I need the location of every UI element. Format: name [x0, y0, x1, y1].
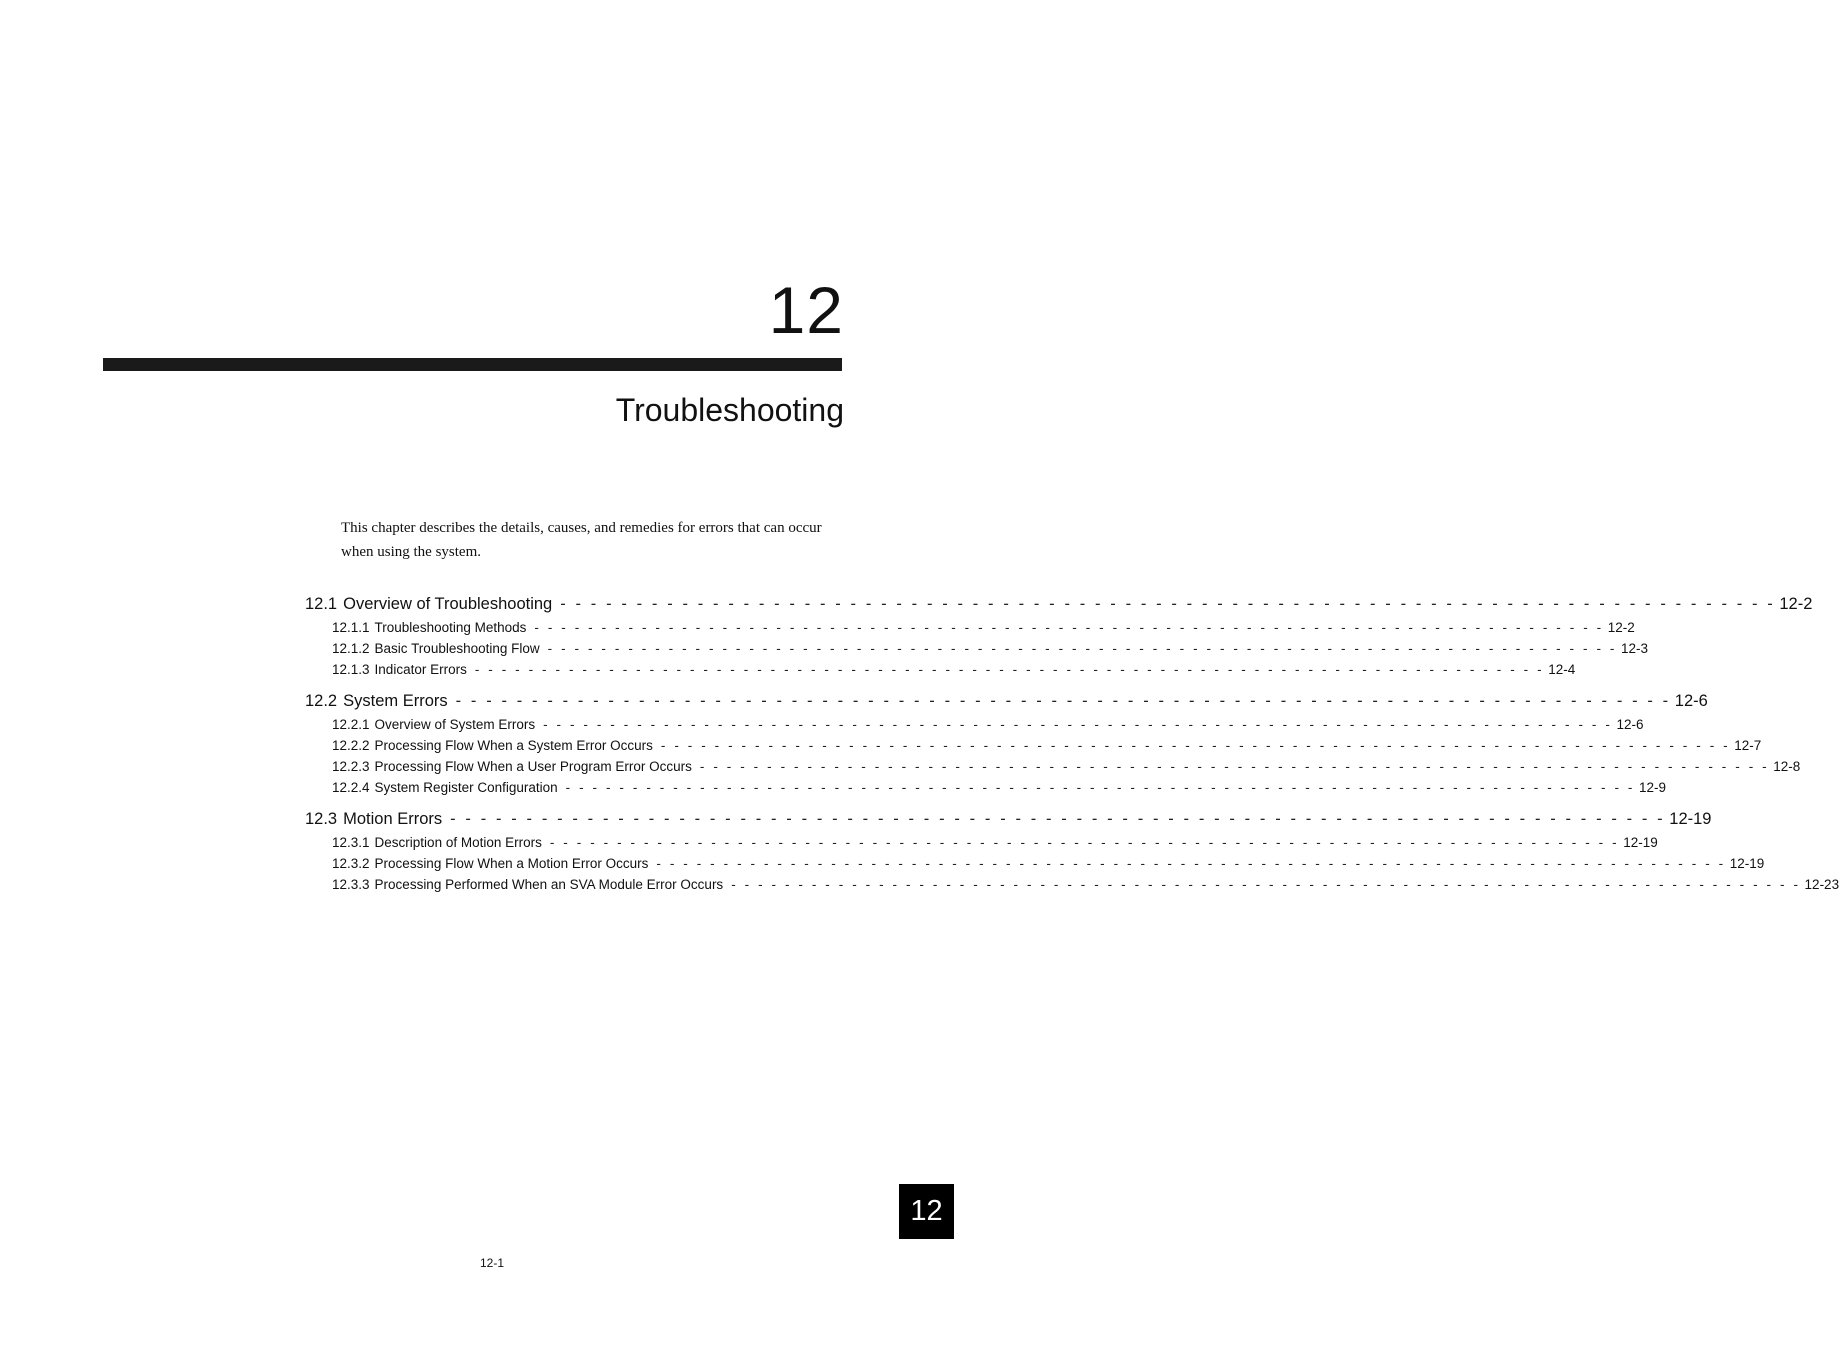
toc-entry-number: 12.2.1	[332, 717, 370, 732]
toc-entry-title: Indicator Errors	[374, 662, 467, 677]
chapter-title: Troubleshooting	[615, 392, 844, 428]
toc-dot-leader: - - - - - - - - - - - - - - - - - - - - - - - - - - - - - - - - - - - - - - - - - - - - - - - - - - - - - - - - - - - - - - - - - - - - - - - - - - - - - - - -	[474, 662, 1545, 677]
toc-entry-title: System Errors	[343, 692, 448, 710]
toc-entry-number: 12.2.4	[332, 780, 370, 795]
toc-entry-title: Motion Errors	[343, 810, 443, 828]
toc-dot-leader: - - - - - - - - - - - - - - - - - - - - - - - - - - - - - - - - - - - - - - - - - - - - - - - - - - - - - - - - - - - - - - - - - - - - - - - - - - - - - - - -	[547, 641, 1617, 656]
toc-entry-page: 12-8	[1773, 759, 1801, 774]
toc-entry-number: 12.3.2	[332, 856, 370, 871]
toc-dot-leader: - - - - - - - - - - - - - - - - - - - - - - - - - - - - - - - - - - - - - - - - - - - - - - - - - - - - - - - - - - - - - - - - - - - - - - - - - - - - - - - -	[534, 620, 1604, 635]
toc-entry-title: Processing Performed When an SVA Module Error Occurs	[374, 877, 724, 892]
toc-section-entry[interactable]	[305, 688, 1708, 714]
toc-section	[305, 688, 1801, 798]
toc-subsection-entry[interactable]	[305, 638, 1649, 659]
toc-subsection-entry[interactable]	[305, 756, 1801, 777]
toc-entry-number: 12.2.2	[332, 738, 370, 753]
toc-dot-leader: - - - - - - - - - - - - - - - - - - - - - - - - - - - - - - - - - - - - - - - - - - - - - - - - - - - - - - - - - - - - - - - - - - - - - - - - - - - - - - - -	[560, 595, 1776, 613]
toc-dot-leader: - - - - - - - - - - - - - - - - - - - - - - - - - - - - - - - - - - - - - - - - - - - - - - - - - - - - - - - - - - - - - - - - - - - - - - - - - - - - - - - -	[660, 738, 1731, 753]
toc-entry-page: 12-2	[1779, 595, 1813, 613]
toc-entry-number: 12.3.3	[332, 877, 370, 892]
toc-dot-leader: - - - - - - - - - - - - - - - - - - - - - - - - - - - - - - - - - - - - - - - - - - - - - - - - - - - - - - - - - - - - - - - - - - - - - - - - - - - - - - - -	[549, 835, 1620, 850]
table-of-contents	[305, 591, 1839, 903]
toc-subsection-entry[interactable]	[305, 617, 1635, 638]
toc-subsection-entry[interactable]	[305, 659, 1576, 680]
toc-entry-page: 12-2	[1607, 620, 1635, 635]
toc-entry-page: 12-9	[1639, 780, 1667, 795]
toc-entry-number: 12.2	[305, 692, 338, 710]
toc-section	[305, 591, 1813, 680]
toc-section-entry[interactable]	[305, 591, 1813, 617]
toc-entry-page: 12-6	[1616, 717, 1644, 732]
toc-entry-title: Troubleshooting Methods	[374, 620, 527, 635]
toc-dot-leader: - - - - - - - - - - - - - - - - - - - - - - - - - - - - - - - - - - - - - - - - - - - - - - - - - - - - - - - - - - - - - - - - - - - - - - - - - - - - - - - -	[543, 717, 1613, 732]
toc-entry-title: Processing Flow When a System Error Occurs	[374, 738, 653, 753]
toc-subsection-entry[interactable]	[305, 777, 1667, 798]
toc-subsection-entry[interactable]	[305, 735, 1762, 756]
toc-entry-page: 12-19	[1623, 835, 1658, 850]
toc-entry-page: 12-4	[1548, 662, 1576, 677]
toc-dot-leader: - - - - - - - - - - - - - - - - - - - - - - - - - - - - - - - - - - - - - - - - - - - - - - - - - - - - - - - - - - - - - - - - - - - - - - - - - - - - - - - -	[450, 810, 1666, 828]
toc-subsection-entry[interactable]	[305, 714, 1644, 735]
toc-entry-page: 12-19	[1729, 856, 1765, 871]
toc-entry-title: Processing Flow When a User Program Error Occurs	[374, 759, 692, 774]
chapter-bar	[103, 358, 842, 371]
toc-subsection-entry[interactable]	[305, 832, 1658, 853]
toc-entry-title: Processing Flow When a Motion Error Occurs	[374, 856, 649, 871]
toc-subsection-entry[interactable]	[305, 853, 1765, 874]
page-number: 12-1	[479, 1256, 505, 1270]
chapter-number: 12	[768, 273, 844, 347]
toc-section-entry[interactable]	[305, 806, 1712, 832]
chapter-intro: This chapter describes the details, causes, and remedies for errors that can occur when using the system.	[341, 520, 822, 560]
toc-entry-title: Basic Troubleshooting Flow	[374, 641, 540, 656]
chapter-tab[interactable]: 12	[899, 1184, 954, 1239]
toc-entry-number: 12.1.3	[332, 662, 370, 677]
toc-entry-number: 12.2.3	[332, 759, 370, 774]
toc-entry-number: 12.1.2	[332, 641, 370, 656]
toc-entry-page: 12-23	[1804, 877, 1839, 892]
toc-entry-number: 12.1.1	[332, 620, 370, 635]
toc-entry-page: 12-6	[1674, 692, 1708, 710]
toc-dot-leader: - - - - - - - - - - - - - - - - - - - - - - - - - - - - - - - - - - - - - - - - - - - - - - - - - - - - - - - - - - - - - - - - - - - - - - - - - - - - - - - -	[656, 856, 1726, 871]
toc-entry-page: 12-7	[1734, 738, 1762, 753]
toc-dot-leader: - - - - - - - - - - - - - - - - - - - - - - - - - - - - - - - - - - - - - - - - - - - - - - - - - - - - - - - - - - - - - - - - - - - - - - - - - - - - - - - -	[565, 780, 1635, 795]
toc-entry-page: 12-19	[1669, 810, 1712, 828]
toc-entry-title: Overview of System Errors	[374, 717, 536, 732]
toc-dot-leader: - - - - - - - - - - - - - - - - - - - - - - - - - - - - - - - - - - - - - - - - - - - - - - - - - - - - - - - - - - - - - - - - - - - - - - - - - - - - - - - -	[731, 877, 1801, 892]
toc-section	[305, 806, 1839, 895]
toc-entry-number: 12.3.1	[332, 835, 370, 850]
toc-entry-number: 12.3	[305, 810, 338, 828]
toc-entry-title: Description of Motion Errors	[374, 835, 542, 850]
toc-entry-number: 12.1	[305, 595, 338, 613]
toc-dot-leader: - - - - - - - - - - - - - - - - - - - - - - - - - - - - - - - - - - - - - - - - - - - - - - - - - - - - - - - - - - - - - - - - - - - - - - - - - - - - - - - -	[699, 759, 1770, 774]
toc-subsection-entry[interactable]	[305, 874, 1839, 895]
toc-entry-title: Overview of Troubleshooting	[343, 595, 553, 613]
toc-entry-page: 12-3	[1621, 641, 1649, 656]
toc-dot-leader: - - - - - - - - - - - - - - - - - - - - - - - - - - - - - - - - - - - - - - - - - - - - - - - - - - - - - - - - - - - - - - - - - - - - - - - - - - - - - - - -	[455, 692, 1671, 710]
toc-entry-title: System Register Configuration	[374, 780, 558, 795]
